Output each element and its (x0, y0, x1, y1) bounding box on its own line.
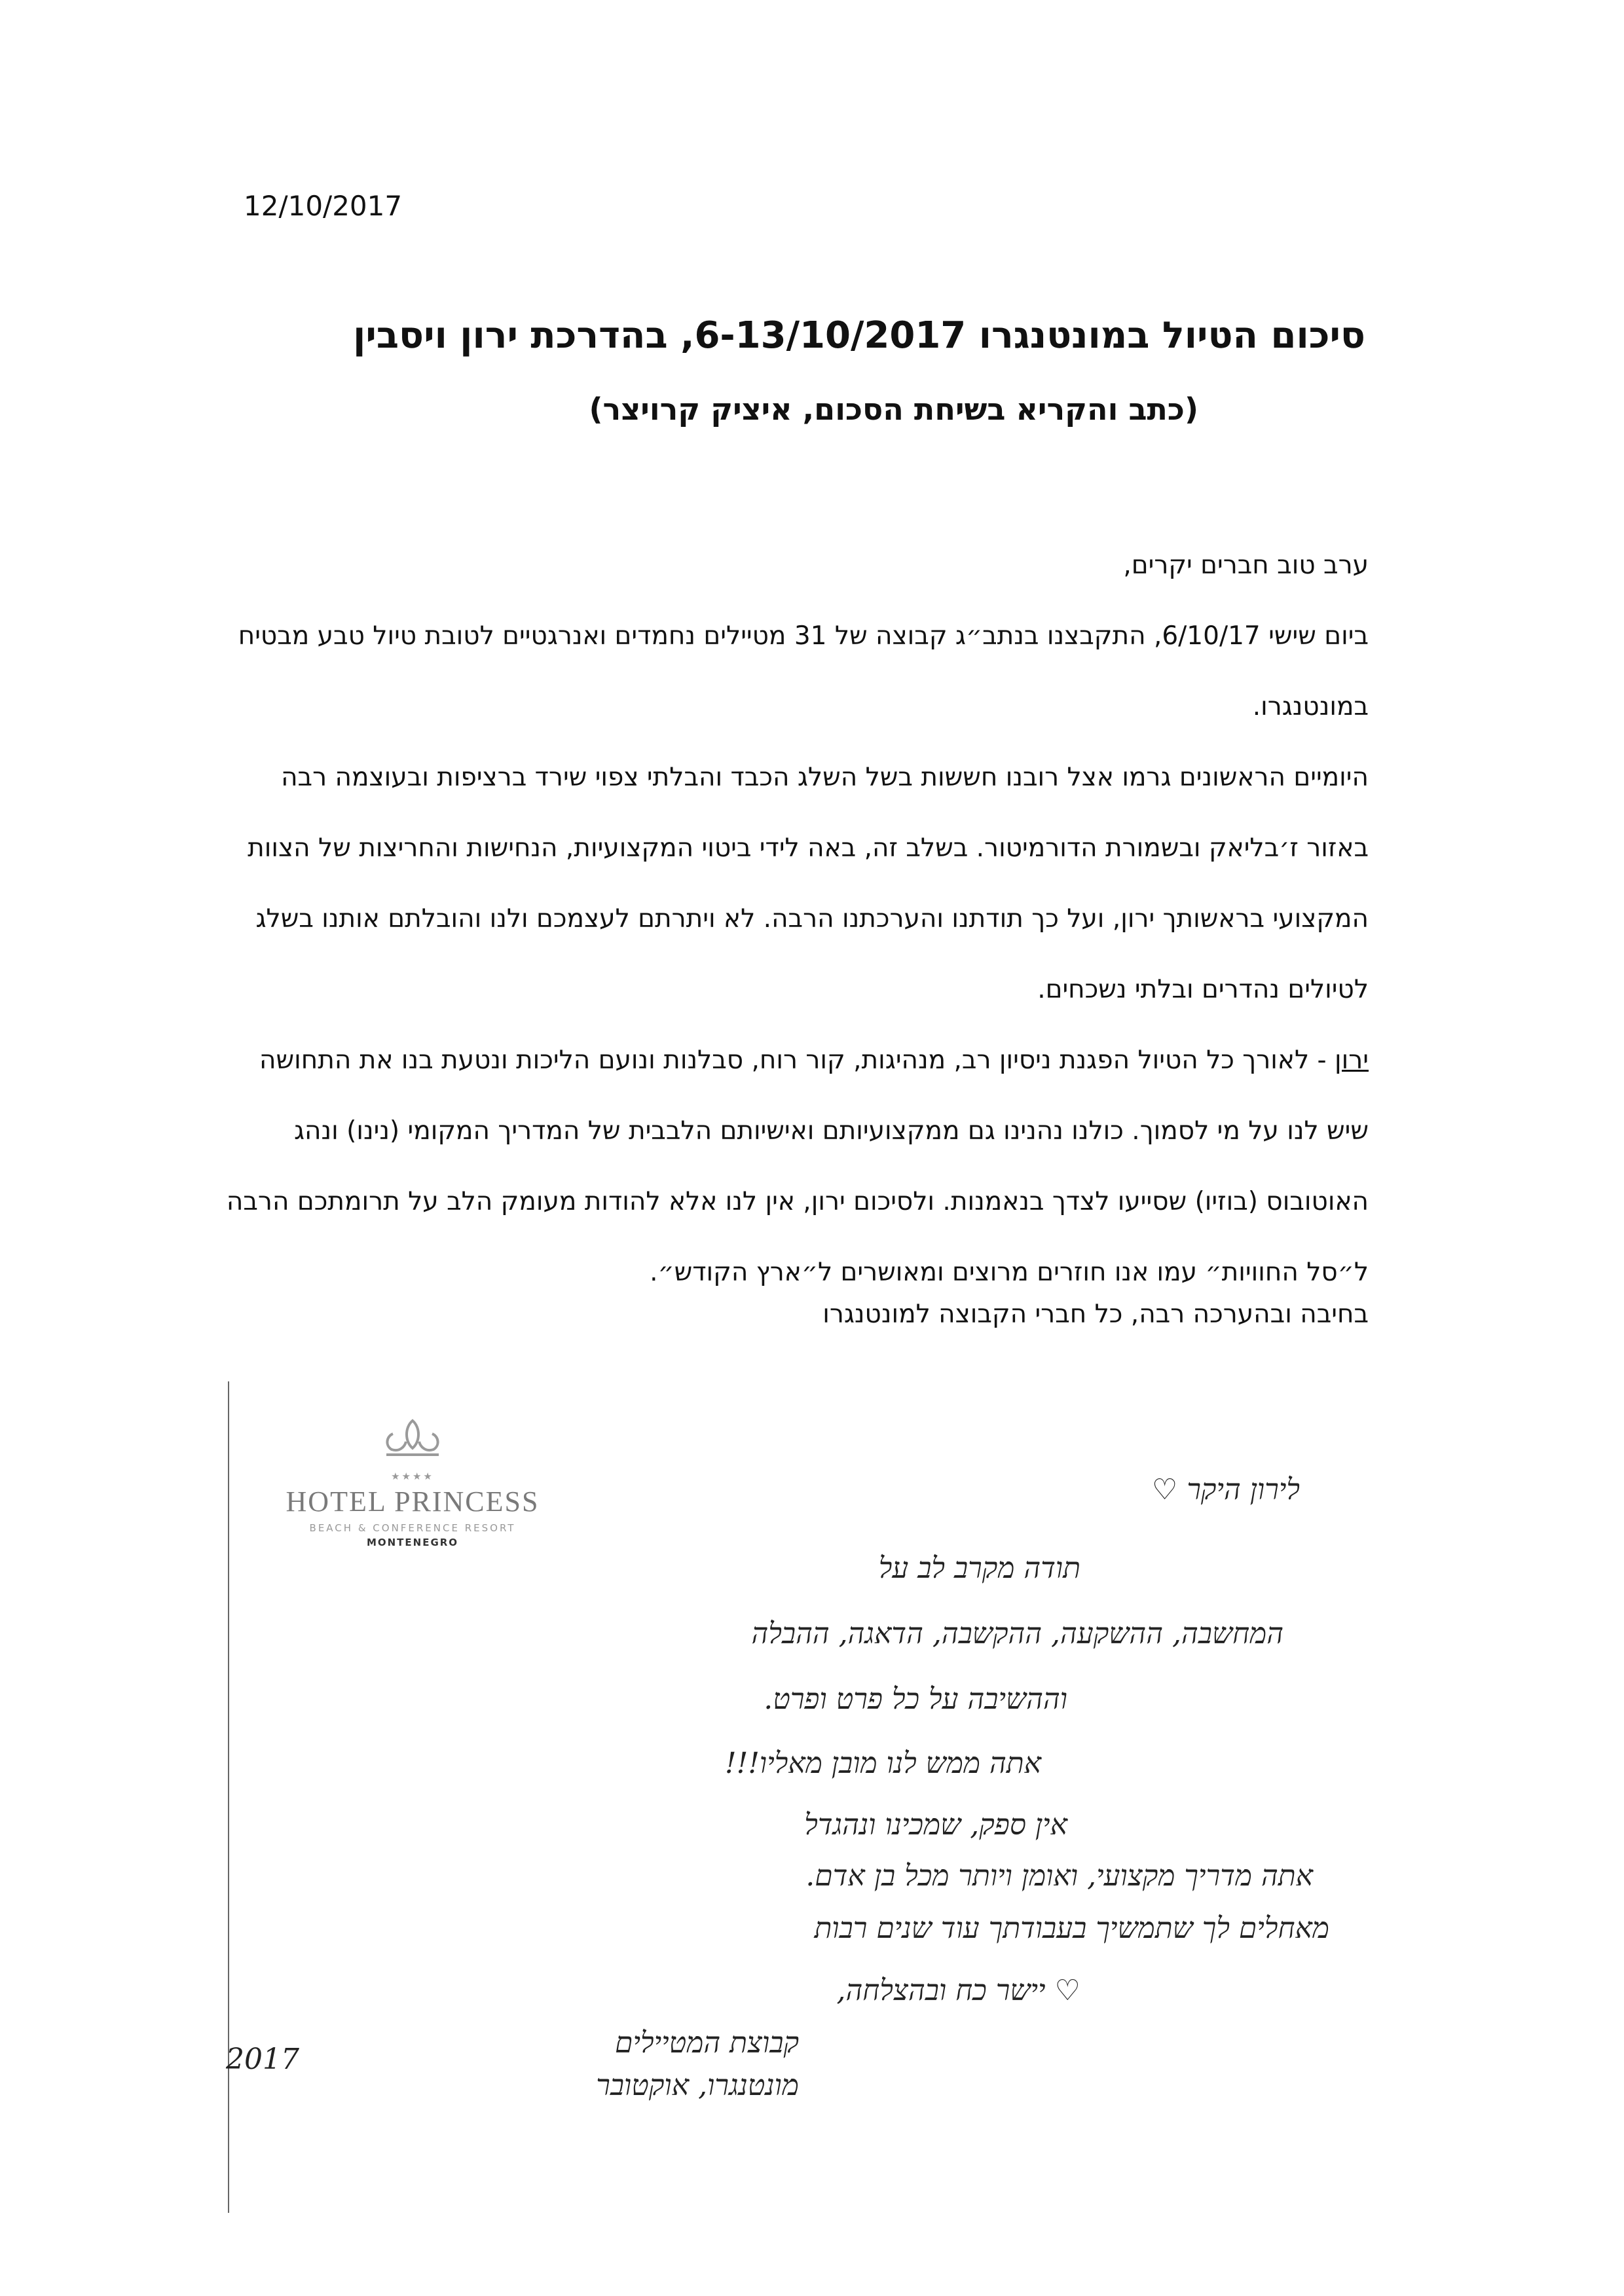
handwritten-line-2: תודה מקרב לב על (878, 1552, 1080, 1585)
handwritten-year: 2017 (226, 2043, 299, 2076)
paragraph-3 (223, 1025, 1369, 1308)
handwritten-line-1: לירון היקר ♡ (1151, 1473, 1300, 1506)
logo-tagline: BEACH & CONFERENCE RESORT (309, 1522, 516, 1534)
handwritten-line-8: מאחלים לך שתמשיך בעבודתך עוד שנים רבות (814, 1912, 1329, 1945)
handwritten-line-10: קבוצת המטיילים (615, 2026, 799, 2060)
handwritten-line-6: אין ספק, שמכינו ונהגדל (804, 1808, 1067, 1842)
handwritten-line-5: אתה ממש לנו מובן מאליו!!! (724, 1747, 1041, 1780)
greeting: ערב טוב חברים יקרים, (1123, 551, 1369, 580)
paragraph-2: היומיים הראשונים גרמו אצל רובנו חששות בשל השלג הכבד והבלתי צפוי שירד ברציפות ובעוצמה רבה באזור ז׳בליאק ובשמורת הדורמיטור. בשלב זה, באה לידי ביטוי המקצועיות, הנחישות והחריצות של הצוות המקצועי בראשותך ירון, ועל כך תודתנו והערכתנו הרבה. לא ויתרתם לעצמכם ולנו והובלתם אותנו בשלג לטיולים נהדרים ובלתי נשכחים. (248, 763, 1369, 1004)
addressee-name: ירון (1335, 1046, 1369, 1075)
letter-body (223, 530, 1369, 1308)
handwritten-line-4: וההשיבה על כל פרט ופרט. (764, 1683, 1067, 1716)
crown-icon (367, 1414, 458, 1467)
letter-date: 12/10/2017 (244, 190, 403, 222)
paragraph-3-text: - לאורך כל הטיול הפגנת ניסיון רב, מנהיגות, קור רוח, סבלנות ונועם הליכות ונטעת בנו את התחושה שיש לנו על מי לסמוך. כולנו נהנינו גם ממקצועיותם ואישיותם הלבבית של המדריך המקומי (נינו) ונהג האוטובוס (בוזיו) שסייעו לצדך בנאמנות. ולסיכום ירון, אין לנו אלא להודות מעומק הלב על תרומתכם הרבה ל״סל החוויות״ עמו אנו חוזרים מרוצים ומאושרים ל״ארץ הקודש״. (226, 1046, 1369, 1287)
handwritten-line-9: ♡ יישר כח ובהצלחה, (836, 1974, 1080, 2007)
hotel-logo (282, 1414, 544, 1548)
handwritten-line-11: מונטנגרו, אוקטובר (596, 2069, 799, 2102)
card-edge (228, 1381, 229, 2213)
letter-subtitle: (כתב והקריא בשיחת הסכום, איציק קרויצר) (589, 392, 1198, 427)
paragraph-1: ביום שישי 6/10/17, התקבצנו בנתב״ג קבוצה של 31 מטיילים נחמדים ואנרגטיים לטובת טיול טבע מבטיח במונטנגרו. (238, 621, 1369, 721)
letter-title: סיכום הטיול במונטנגרו 6-13/10/2017, בהדרכת ירון ויסבין (353, 314, 1365, 357)
handwritten-line-3: המחשבה, ההשקעה, ההקשבה, הדאגה, ההבלה (751, 1617, 1283, 1650)
logo-place: MONTENEGRO (366, 1537, 459, 1548)
logo-hotel-name: HOTEL PRINCESS (286, 1485, 540, 1518)
handwritten-line-7: אתה מדריך מקצועי, ואומן ויותר מכל בן אדם. (805, 1859, 1313, 1893)
closing-signature: בחיבה ובהערכה רבה, כל חברי הקבוצה למונטנגרו (822, 1300, 1369, 1329)
logo-stars: ★★★★ (391, 1470, 434, 1482)
